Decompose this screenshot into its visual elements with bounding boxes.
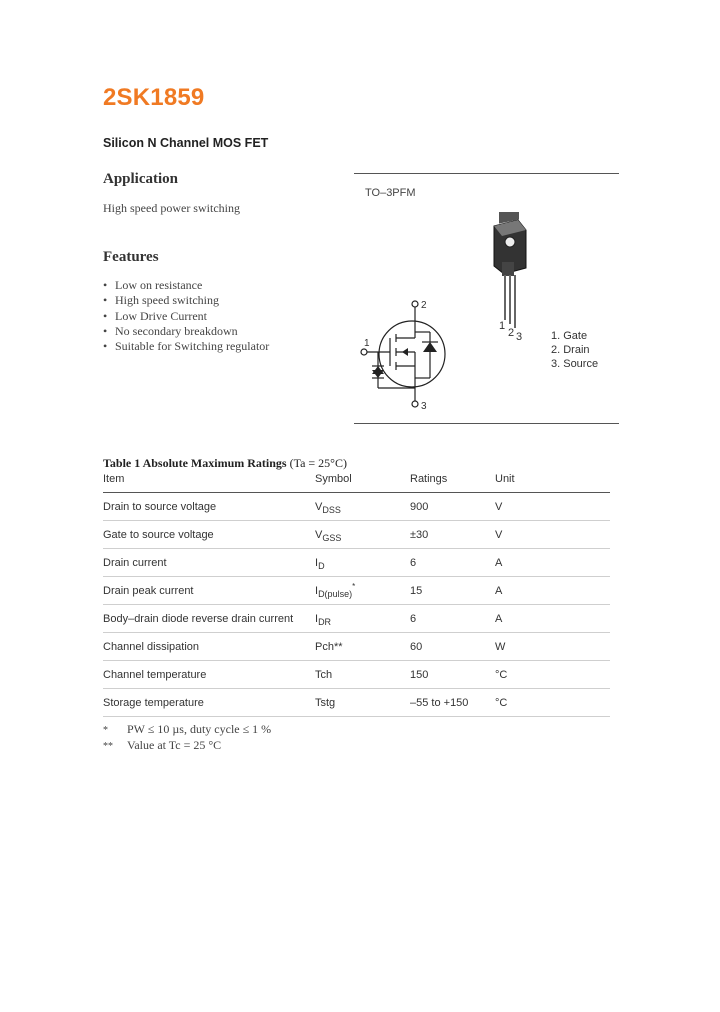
feature-item: • No secondary breakdown xyxy=(103,323,238,338)
table-row xyxy=(103,493,610,521)
absolute-maximum-ratings-table xyxy=(103,465,610,717)
application-text: High speed power switching xyxy=(103,201,240,215)
pin-drain: 2. Drain xyxy=(551,344,590,356)
schematic-gate-label: 1 xyxy=(364,338,370,349)
row-item: Drain current xyxy=(103,549,315,577)
footnote: * PW ≤ 10 µs, duty cycle ≤ 1 % xyxy=(103,722,272,736)
features-list xyxy=(103,278,269,354)
table-title: Table 1 Absolute Maximum Ratings (Ta = 25°C) xyxy=(103,456,347,470)
pin-source: 3. Source xyxy=(551,358,599,370)
row-symbol: $I_D$ xyxy=(315,549,410,577)
feature-item: • Suitable for Switching regulator xyxy=(103,339,270,354)
row-symbol: Tstg xyxy=(315,689,410,717)
pin-number-2: 2 xyxy=(508,327,515,339)
table-row xyxy=(103,549,610,577)
row-symbol: Tch xyxy=(315,661,410,689)
column-header-unit: Unit xyxy=(495,465,610,493)
row-unit: V xyxy=(495,493,610,521)
row-symbol: $V_{DSS}$ xyxy=(315,493,410,521)
row-unit: A xyxy=(495,605,610,633)
feature-item: • Low on resistance xyxy=(103,278,203,292)
table-row xyxy=(103,661,610,689)
pin-number-3: 3 xyxy=(516,331,523,342)
row-symbol: $I_{DR}$ xyxy=(315,605,410,633)
row-rating: ±30 xyxy=(410,521,495,549)
package-label: TO–3PFM xyxy=(365,187,416,199)
column-header-ratings: Ratings xyxy=(410,465,495,493)
row-unit: V xyxy=(495,521,610,549)
column-header-symbol: Symbol xyxy=(315,465,410,493)
row-unit: A xyxy=(495,577,610,605)
schematic-drain-label: 2 xyxy=(421,300,427,311)
footnote: ** Value at Tc = 25 °C xyxy=(103,738,222,752)
row-item: Storage temperature xyxy=(103,689,315,717)
feature-item: • High speed switching xyxy=(103,293,219,308)
table-row xyxy=(103,689,610,717)
table-footnotes xyxy=(103,722,271,754)
row-item: Channel dissipation xyxy=(103,633,315,661)
feature-item: • Low Drive Current xyxy=(103,308,207,323)
pin-gate: 1. Gate xyxy=(551,330,588,342)
row-rating: 150 xyxy=(410,661,495,689)
row-rating: –55 to +150 xyxy=(410,689,495,717)
row-item: Drain peak current xyxy=(103,577,315,605)
row-item: Body–drain diode reverse drain current xyxy=(103,605,315,633)
row-rating: 6 xyxy=(410,549,495,577)
row-unit: A xyxy=(495,549,610,577)
schematic-source-label: 3 xyxy=(421,401,427,412)
to3pfm-package-icon xyxy=(494,212,526,328)
row-item: Gate to source voltage xyxy=(103,521,315,549)
table-row xyxy=(103,605,610,633)
row-symbol: Pch** xyxy=(315,633,410,661)
part-number-title: 2SK1859 xyxy=(103,84,205,111)
row-rating: 900 xyxy=(410,493,495,521)
pin-number-1: 1 xyxy=(499,320,506,332)
package-drawing xyxy=(488,212,538,342)
table-header-row xyxy=(103,465,610,493)
application-heading: Application xyxy=(103,171,179,187)
row-unit: °C xyxy=(495,689,610,717)
mosfet-schematic xyxy=(358,298,458,413)
package-bottom-rule xyxy=(354,423,619,424)
row-symbol: $V_{GSS}$ xyxy=(315,521,410,549)
row-item: Drain to source voltage xyxy=(103,493,315,521)
row-unit: W xyxy=(495,633,610,661)
mosfet-symbol-icon xyxy=(361,301,445,407)
row-rating: 15 xyxy=(410,577,495,605)
features-heading: Features xyxy=(103,249,159,265)
row-symbol: $I_{D(pulse)}^*$ xyxy=(315,577,410,605)
row-unit: °C xyxy=(495,661,610,689)
column-header-item: Item xyxy=(103,465,315,493)
row-rating: 6 xyxy=(410,605,495,633)
row-rating: 60 xyxy=(410,633,495,661)
package-top-rule xyxy=(354,173,619,174)
table-row xyxy=(103,633,610,661)
pin-assignment-list xyxy=(551,329,598,371)
device-subtitle: Silicon N Channel MOS FET xyxy=(103,136,269,150)
table-row xyxy=(103,521,610,549)
row-item: Channel temperature xyxy=(103,661,315,689)
table-row xyxy=(103,577,610,605)
